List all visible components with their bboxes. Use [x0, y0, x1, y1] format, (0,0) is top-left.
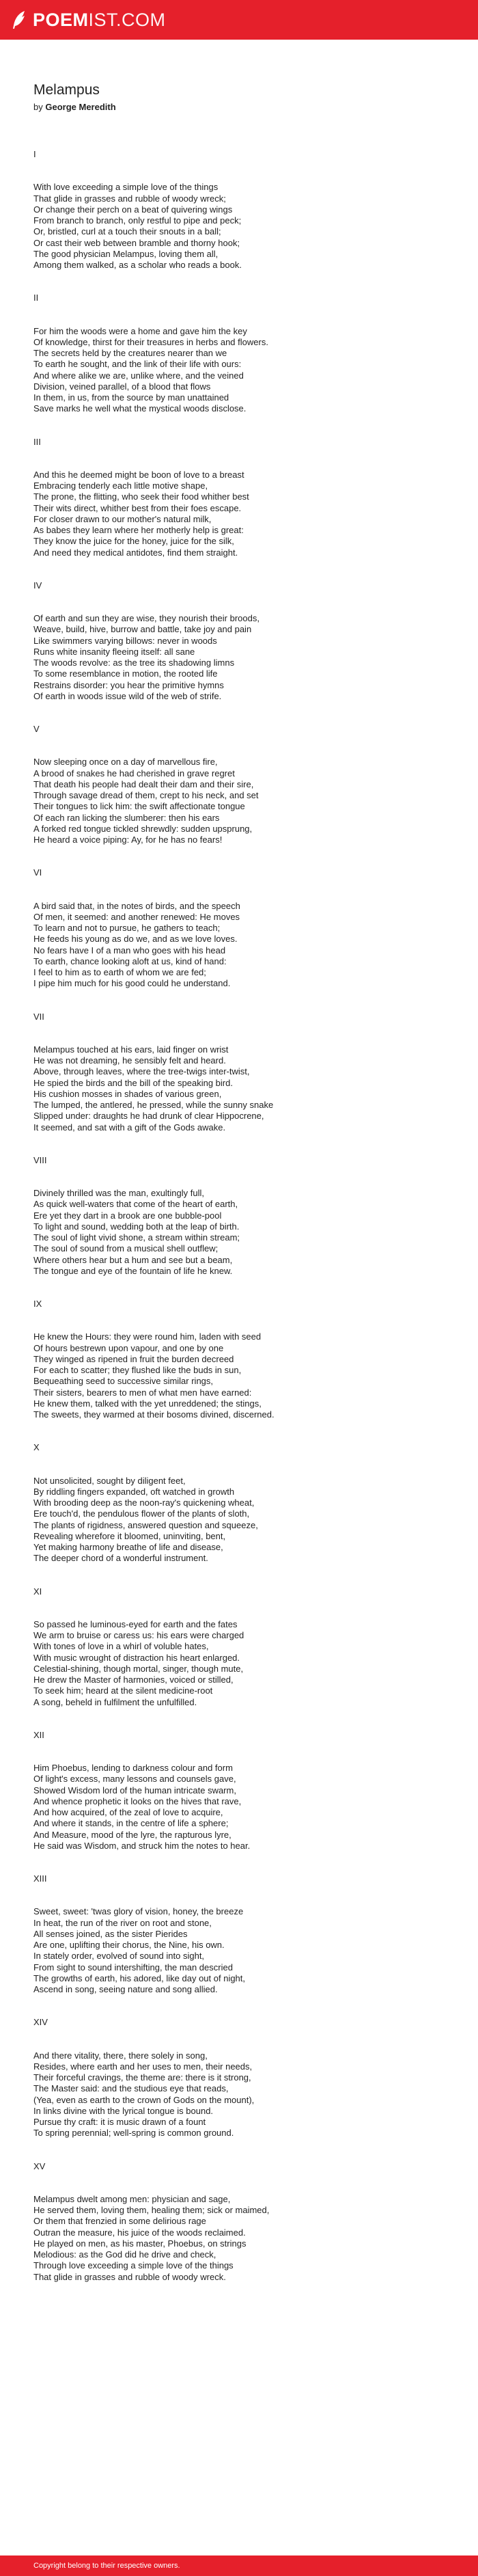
poem-line: I pipe him much for his good could he understand.: [33, 978, 231, 989]
stanza-number: VI: [33, 867, 42, 878]
stanza-number: VIII: [33, 1154, 47, 1165]
poem-line: In them, in us, from the source by man unattained: [33, 392, 229, 403]
poem-line: With brooding deep as the noon-ray's quickening wheat,: [33, 1497, 255, 1508]
poem-line: Their tongues to lick him: the swift affectionate tongue: [33, 801, 245, 812]
poem-line: Yet making harmony breathe of life and disease,: [33, 1542, 223, 1552]
stanza-number: IV: [33, 580, 42, 591]
poem-line: His cushion mosses in shades of various green,: [33, 1088, 222, 1099]
stanza: [33, 1442, 437, 1564]
poem-line: Division, veined parallel, of a blood that flows: [33, 381, 211, 392]
poem-line: And this he deemed might be boon of love to a breast: [33, 469, 244, 480]
poem-line: Melampus touched at his ears, laid finger on wrist: [33, 1044, 229, 1055]
poem-line: Through love exceeding a simple love of the things: [33, 2260, 234, 2271]
poem-line: It seemed, and sat with a gift of the Gods awake.: [33, 1122, 226, 1133]
poem-content: [0, 40, 437, 2283]
poem-line: They know the juice for the honey, juice for the silk,: [33, 536, 234, 547]
byline: [33, 101, 437, 113]
poem-line: (Yea, even as earth to the crown of Gods on the mount),: [33, 2094, 255, 2105]
poem-line: As babes they learn where her motherly help is great:: [33, 525, 244, 535]
site-header: [0, 0, 478, 40]
poem-line: He feeds his young as do we, and as we love loves.: [33, 934, 238, 945]
stanza: [33, 2161, 437, 2283]
stanza-number: XIII: [33, 1873, 47, 1884]
stanza-lines: [33, 757, 437, 845]
poem-line: Now sleeping once on a day of marvellous fire,: [33, 757, 218, 768]
poem-line: As quick well-waters that come of the heart of earth,: [33, 1199, 238, 1210]
stanza: [33, 437, 437, 558]
poem-line: Of each ran licking the slumberer: then his ears: [33, 812, 220, 823]
poem-line: That death his people had dealt their dam and their sire,: [33, 778, 254, 789]
poem-line: To light and sound, wedding both at the leap of birth.: [33, 1221, 240, 1232]
poem-line: To spring perennial; well-spring is common ground.: [33, 2128, 234, 2139]
poem-line: Resides, where earth and her uses to men, their needs,: [33, 2061, 253, 2072]
poem-line: Melodious: as the God did he drive and check,: [33, 2249, 216, 2260]
poem-line: That glide in grasses and rubble of woody wreck.: [33, 2271, 226, 2282]
poem-line: Or, bristled, curl at a touch their snouts in a ball;: [33, 226, 221, 237]
poem-line: Pursue thy craft: it is music drawn of a fount: [33, 2117, 206, 2127]
stanza: [33, 1155, 437, 1277]
poem-line: Like swimmers varying billows: never in woods: [33, 635, 217, 646]
poem-line: Celestial-shining, though mortal, singer, though mute,: [33, 1663, 244, 1674]
poem-line: The growths of earth, his adored, like day out of night,: [33, 1972, 246, 1983]
poem-line: A brood of snakes he had cherished in grave regret: [33, 768, 235, 778]
stanza-number: IX: [33, 1299, 42, 1309]
stanza: [33, 1299, 437, 1420]
poem-line: From branch to branch, only restful to pipe and peck;: [33, 215, 242, 226]
poem-line: And where alike we are, unlike where, and the veined: [33, 370, 244, 381]
poem-line: For him the woods were a home and gave him the key: [33, 325, 247, 336]
poem-line: And how acquired, of the zeal of love to acquire,: [33, 1807, 223, 1817]
site-logo[interactable]: [11, 10, 166, 31]
poem-line: Of earth in woods issue wild of the web of strife.: [33, 690, 222, 701]
stanza-number: XI: [33, 1586, 42, 1597]
stanza-number: I: [33, 149, 36, 159]
stanza-lines: [33, 2050, 437, 2139]
poem-line: Are one, uplifting their chorus, the Nine, his own.: [33, 1940, 225, 1950]
poem-line: Divinely thrilled was the man, exultingly full,: [33, 1188, 204, 1198]
stanza-lines: [33, 1044, 437, 1133]
poem-line: Restrains disorder: you hear the primitive hymns: [33, 679, 224, 690]
stanza: [33, 580, 437, 702]
poem-line: Where others hear but a hum and see but a beam,: [33, 1254, 233, 1265]
poem-line: Or them that frenzied in some delirious rage: [33, 2216, 206, 2227]
stanza: [33, 1586, 437, 1708]
poem-line: Of earth and sun they are wise, they nourish their broods,: [33, 613, 259, 623]
poem-line: To seek him; heard at the silent medicine-root: [33, 1685, 213, 1696]
poem-line: He said was Wisdom, and struck him the notes to hear.: [33, 1840, 251, 1851]
poem-line: To learn and not to pursue, he gathers to teach;: [33, 923, 221, 933]
poem-line: For closer drawn to our mother's natural milk,: [33, 513, 212, 524]
stanza-lines: [33, 326, 437, 415]
poem-line: Runs white insanity fleeing itself: all sane: [33, 646, 195, 657]
poem-line: Ascend in song, seeing nature and song allied.: [33, 1984, 218, 1994]
poem-line: From sight to sound intershifting, the man descried: [33, 1962, 233, 1972]
poem-line: Of light's excess, many lessons and counsels gave,: [33, 1774, 236, 1785]
poem-line: Ere touch'd, the pendulous flower of the plants of sloth,: [33, 1508, 250, 1519]
poem-line: The Master said: and the studious eye that reads,: [33, 2083, 229, 2094]
stanza-number: VII: [33, 1011, 44, 1022]
stanza-lines: [33, 1619, 437, 1708]
poem-line: With music wrought of distraction his heart enlarged.: [33, 1652, 240, 1663]
stanza-lines: [33, 1763, 437, 1852]
poem-line: The deeper chord of a wonderful instrument.: [33, 1553, 208, 1564]
stanza-number: X: [33, 1442, 40, 1453]
poem-line: Of knowledge, thirst for their treasures in herbs and flowers.: [33, 336, 268, 347]
stanza-lines: [33, 1906, 437, 1995]
poem-line: Not unsolicited, sought by diligent feet,: [33, 1475, 186, 1486]
poem-line: To earth, chance looking aloft at us, kind of hand:: [33, 955, 227, 966]
poem-line: And Measure, mood of the lyre, the rapturous lyre,: [33, 1829, 231, 1840]
poem-line: With tones of love in a whirl of voluble hates,: [33, 1641, 209, 1652]
poem-line: Or cast their web between bramble and thorny hook;: [33, 237, 240, 248]
poem-line: Bequeathing seed to successive similar rings,: [33, 1376, 214, 1387]
stanza: [33, 1730, 437, 1852]
poem-line: Their forceful cravings, the theme are: there is it strong,: [33, 2072, 251, 2083]
poem-line: For each to scatter; they flushed like the buds in sun,: [33, 1365, 242, 1375]
author-name[interactable]: George Meredith: [45, 102, 116, 112]
poem-line: Of men, it seemed: and another renewed: He moves: [33, 911, 240, 922]
stanza: [33, 724, 437, 845]
stanza: [33, 149, 437, 271]
poem-line: In links divine with the lyrical tongue is bound.: [33, 2105, 214, 2116]
poem-line: The sweets, they warmed at their bosoms divined, discerned.: [33, 1409, 275, 1420]
quill-icon: [11, 10, 27, 29]
poem-line: Embracing tenderly each little motive shape,: [33, 480, 208, 491]
poem-line: Weave, build, hive, burrow and battle, take joy and pain: [33, 624, 252, 635]
poem-line: Revealing wherefore it bloomed, uninviting, bent,: [33, 1530, 226, 1541]
poem-line: They winged as ripened in fruit the burden decreed: [33, 1353, 234, 1364]
stanza-number: V: [33, 724, 40, 734]
stanza-number: XII: [33, 1729, 44, 1740]
poem-line: Their sisters, bearers to men of what men have earned:: [33, 1387, 252, 1398]
stanza-number: III: [33, 436, 41, 447]
poem-line: The prone, the flitting, who seek their food whither best: [33, 491, 249, 502]
copyright-text: Copyright belong to their respective owners.: [33, 2562, 180, 2570]
poem-line: So passed he luminous-eyed for earth and the fates: [33, 1618, 238, 1629]
logo-text-strong: POEM: [33, 9, 89, 30]
stanza-lines: [33, 1188, 437, 1277]
poem-line: The lumped, the antlered, he pressed, while the sunny snake: [33, 1100, 274, 1110]
poem-line: To some resemblance in motion, the rooted life: [33, 668, 218, 679]
poem-line: In stately order, evolved of sound into sight,: [33, 1951, 205, 1962]
poem-line: Through savage dread of them, crept to his neck, and set: [33, 790, 259, 800]
poem-line: He knew the Hours: they were round him, laden with seed: [33, 1331, 262, 1342]
poem-line: Their wits direct, whither best from their foes escape.: [33, 502, 242, 513]
poem-line: Sweet, sweet: 'twas glory of vision, honey, the breeze: [33, 1906, 244, 1917]
poem-line: A bird said that, in the notes of birds, and the speech: [33, 900, 240, 911]
stanza-lines: [33, 901, 437, 990]
stanza: [33, 867, 437, 989]
poem-line: The good physician Melampus, loving them all,: [33, 248, 219, 259]
poem-line: And there vitality, there, there solely in song,: [33, 2050, 208, 2061]
poem-line: He was not dreaming, he sensibly felt and heard.: [33, 1055, 226, 1066]
site-footer: [0, 2555, 478, 2576]
poem-line: He heard a voice piping: Ay, for he has no fears!: [33, 835, 223, 845]
poem-line: Outran the measure, his juice of the woods reclaimed.: [33, 2227, 246, 2238]
stanza-lines: [33, 1476, 437, 1564]
poem-title: Melampus: [33, 82, 100, 98]
poem-line: The tongue and eye of the fountain of life he knew.: [33, 1265, 233, 1276]
stanza-lines: [33, 470, 437, 558]
stanza-lines: [33, 1331, 437, 1420]
poem-body: [33, 149, 437, 2283]
poem-line: Or change their perch on a beat of quivering wings: [33, 204, 233, 215]
poem-line: Showed Wisdom lord of the human intricate swarm,: [33, 1785, 236, 1795]
stanza-lines: [33, 182, 437, 271]
poem-line: He served them, loving them, healing them; sick or maimed,: [33, 2205, 270, 2215]
poem-line: And whence prophetic it looks on the hives that rave,: [33, 1795, 242, 1806]
stanza: [33, 1873, 437, 1995]
poem-line: The woods revolve: as the tree its shadowing limns: [33, 657, 235, 668]
poem-line: In heat, the run of the river on root and stone,: [33, 1917, 212, 1928]
poem-line: To earth he sought, and the link of their life with ours:: [33, 359, 242, 370]
poem-line: No fears have I of a man who goes with his head: [33, 945, 226, 955]
poem-line: He played on men, as his master, Phoebus, on strings: [33, 2238, 247, 2249]
poem-line: A song, beheld in fulfilment the unfulfilled.: [33, 1696, 197, 1707]
poem-line: Him Phoebus, lending to darkness colour and form: [33, 1763, 233, 1773]
poem-line: He drew the Master of harmonies, voiced or stilled,: [33, 1675, 234, 1685]
logo-text-light: IST.COM: [88, 9, 166, 30]
poem-line: Among them walked, as a scholar who reads a book.: [33, 260, 242, 270]
poem-line: A forked red tongue tickled shrewdly: sudden upsprung,: [33, 823, 253, 834]
stanza-lines: [33, 613, 437, 702]
stanza: [33, 293, 437, 414]
poem-line: That glide in grasses and rubble of woody wreck;: [33, 193, 226, 204]
poem-line: Save marks he well what the mystical woods disclose.: [33, 403, 247, 414]
stanza-number: XV: [33, 2160, 46, 2171]
by-label: by: [33, 102, 43, 112]
poem-line: The soul of sound from a musical shell outflew;: [33, 1243, 219, 1254]
poem-line: He knew them, talked with the yet unreddened; the stings,: [33, 1398, 262, 1409]
stanza-number: XIV: [33, 2017, 48, 2028]
stanza: [33, 2017, 437, 2139]
poem-line: And need they medical antidotes, find them straight.: [33, 547, 238, 558]
poem-line: He spied the birds and the bill of the speaking bird.: [33, 1077, 233, 1088]
poem-line: The plants of rigidness, answered question and squeeze,: [33, 1519, 258, 1530]
poem-line: Slipped under: draughts he had drunk of clear Hippocrene,: [33, 1111, 264, 1122]
poem-line: By riddling fingers expanded, oft watched in growth: [33, 1486, 235, 1497]
poem-line: The soul of light vivid shone, a stream within stream;: [33, 1232, 240, 1243]
poem-line: With love exceeding a simple love of the things: [33, 182, 219, 193]
stanza-number: II: [33, 293, 39, 303]
poem-line: I feel to him as to earth of whom we are fed;: [33, 967, 206, 977]
poem-line: All senses joined, as the sister Pierides: [33, 1928, 188, 1939]
stanza-lines: [33, 2194, 437, 2283]
poem-line: Of hours bestrewn upon vapour, and one by one: [33, 1342, 224, 1353]
stanza: [33, 1012, 437, 1133]
poem-line: And where it stands, in the centre of life a sphere;: [33, 1818, 229, 1829]
poem-line: Above, through leaves, where the tree-twigs inter-twist,: [33, 1066, 250, 1077]
poem-line: Melampus dwelt among men: physician and sage,: [33, 2193, 231, 2204]
poem-line: Ere yet they dart in a brook are one bubble-pool: [33, 1210, 222, 1221]
poem-line: The secrets held by the creatures nearer than we: [33, 348, 227, 358]
poem-line: We arm to bruise or caress us: his ears were charged: [33, 1630, 244, 1640]
